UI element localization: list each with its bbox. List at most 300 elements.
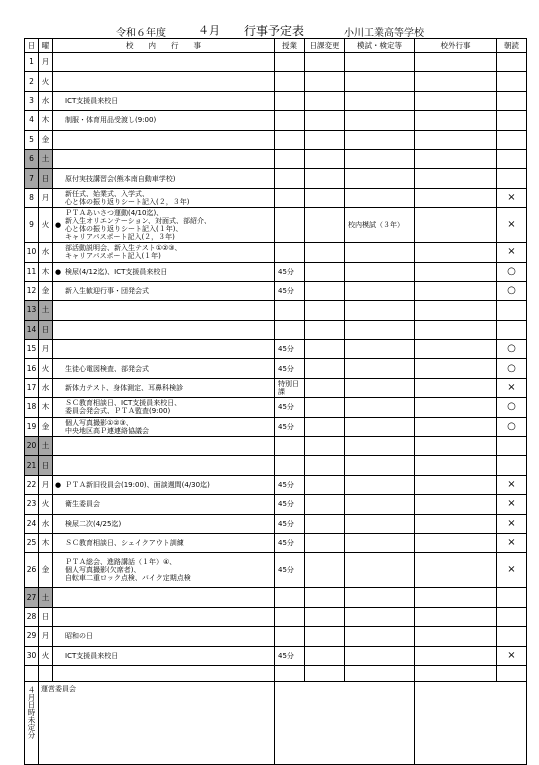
day-number: 4 bbox=[25, 111, 39, 130]
school-event bbox=[53, 169, 275, 188]
day-row bbox=[25, 378, 527, 397]
weekday: 火 bbox=[39, 208, 53, 243]
bullet-icon: ● bbox=[55, 221, 62, 230]
header-weekday: 曜 bbox=[39, 39, 53, 53]
header-school-events: 校 内 行 事 bbox=[53, 39, 275, 53]
day-number: 8 bbox=[25, 188, 39, 207]
day-row bbox=[25, 340, 527, 359]
day-row bbox=[25, 320, 527, 339]
header-classes: 授業 bbox=[275, 39, 305, 53]
schedule-change bbox=[305, 281, 345, 300]
day-row bbox=[25, 359, 527, 378]
exam-info bbox=[345, 130, 415, 149]
schedule-change bbox=[305, 646, 345, 665]
class-length bbox=[275, 627, 305, 646]
school-event bbox=[53, 646, 275, 665]
class-length: 45分 bbox=[275, 514, 305, 533]
schedule-change bbox=[305, 359, 345, 378]
schedule-change bbox=[305, 456, 345, 475]
day-row bbox=[25, 398, 527, 417]
weekday: 月 bbox=[39, 475, 53, 494]
outside-event bbox=[415, 417, 497, 436]
exam-info bbox=[345, 359, 415, 378]
weekday: 木 bbox=[39, 111, 53, 130]
outside-event bbox=[415, 588, 497, 607]
morning-reading-mark bbox=[497, 130, 527, 149]
class-length bbox=[275, 169, 305, 188]
exam-info bbox=[345, 417, 415, 436]
outside-event bbox=[415, 243, 497, 262]
event-text: 制服・体育用品受渡し(9:00) bbox=[65, 116, 157, 125]
class-length bbox=[275, 243, 305, 262]
class-length bbox=[275, 72, 305, 91]
morning-reading-mark: × bbox=[497, 533, 527, 552]
class-length bbox=[275, 53, 305, 72]
morning-reading-mark bbox=[497, 301, 527, 320]
schedule-change bbox=[305, 130, 345, 149]
schedule-change bbox=[305, 378, 345, 397]
morning-reading-mark: × bbox=[497, 475, 527, 494]
outside-event bbox=[415, 91, 497, 110]
day-row bbox=[25, 607, 527, 626]
blank-row bbox=[25, 665, 527, 681]
school-event bbox=[53, 53, 275, 72]
weekday: 水 bbox=[39, 378, 53, 397]
school-event bbox=[53, 130, 275, 149]
outside-event bbox=[415, 111, 497, 130]
day-row bbox=[25, 514, 527, 533]
morning-reading-mark: × bbox=[497, 188, 527, 207]
exam-info bbox=[345, 188, 415, 207]
day-number: 28 bbox=[25, 607, 39, 626]
morning-reading-mark bbox=[497, 72, 527, 91]
header-row bbox=[25, 39, 527, 53]
outside-event bbox=[415, 169, 497, 188]
outside-event bbox=[415, 495, 497, 514]
morning-reading-mark bbox=[497, 607, 527, 626]
event-text: ICT支援員来校日 bbox=[65, 96, 119, 105]
bullet-icon: ● bbox=[55, 267, 62, 276]
weekday: 日 bbox=[39, 169, 53, 188]
event-text: 新任式、始業式、入学式、 心と体の振り返りシート記入(２，３年) bbox=[65, 189, 190, 206]
morning-reading-mark: ○ bbox=[497, 262, 527, 281]
exam-info bbox=[345, 456, 415, 475]
class-length: 45分 bbox=[275, 359, 305, 378]
day-number: 25 bbox=[25, 533, 39, 552]
morning-reading-mark bbox=[497, 111, 527, 130]
school-event bbox=[53, 456, 275, 475]
school-event bbox=[53, 188, 275, 207]
undecided-label-cell bbox=[25, 681, 39, 764]
school-event bbox=[53, 627, 275, 646]
schedule-change bbox=[305, 111, 345, 130]
exam-info: 校内模試（３年） bbox=[345, 208, 415, 243]
day-row bbox=[25, 243, 527, 262]
weekday: 金 bbox=[39, 281, 53, 300]
day-number: 1 bbox=[25, 53, 39, 72]
school-event bbox=[53, 378, 275, 397]
outside-event bbox=[415, 281, 497, 300]
day-number: 14 bbox=[25, 320, 39, 339]
outside-event bbox=[415, 53, 497, 72]
weekday: 木 bbox=[39, 398, 53, 417]
weekday: 月 bbox=[39, 53, 53, 72]
day-number: 6 bbox=[25, 149, 39, 168]
day-row bbox=[25, 130, 527, 149]
header-schedule-change: 日課変更 bbox=[305, 39, 345, 53]
morning-reading-mark: × bbox=[497, 553, 527, 588]
outside-event bbox=[415, 340, 497, 359]
school-event bbox=[53, 359, 275, 378]
outside-event bbox=[415, 627, 497, 646]
undecided-label: ４月日時未定分 bbox=[27, 685, 36, 739]
school-event bbox=[53, 417, 275, 436]
schedule-change bbox=[305, 169, 345, 188]
morning-reading-mark bbox=[497, 91, 527, 110]
exam-info bbox=[345, 243, 415, 262]
day-number: 20 bbox=[25, 437, 39, 456]
school-event bbox=[53, 262, 275, 281]
exam-info bbox=[345, 72, 415, 91]
day-number: 3 bbox=[25, 91, 39, 110]
day-number: 23 bbox=[25, 495, 39, 514]
weekday: 日 bbox=[39, 607, 53, 626]
day-row bbox=[25, 417, 527, 436]
morning-reading-mark: × bbox=[497, 514, 527, 533]
morning-reading-mark: ○ bbox=[497, 359, 527, 378]
morning-reading-mark: × bbox=[497, 243, 527, 262]
school-event bbox=[53, 437, 275, 456]
class-length: 45分 bbox=[275, 533, 305, 552]
class-length bbox=[275, 607, 305, 626]
event-text: 原付実技講習会(熊本南自動車学校) bbox=[65, 174, 176, 183]
event-text: ＳＣ教育相談日、ICT支援員来校日、 委員会発会式、ＰＴＡ監査(9:00) bbox=[65, 399, 182, 416]
exam-info bbox=[345, 53, 415, 72]
schedule-change bbox=[305, 320, 345, 339]
event-text: ＳＣ教育相談日、シェイクアウト訓練 bbox=[65, 539, 184, 548]
undecided-empty-1 bbox=[275, 681, 415, 764]
class-length bbox=[275, 301, 305, 320]
class-length: 45分 bbox=[275, 340, 305, 359]
class-length: 45分 bbox=[275, 281, 305, 300]
weekday: 月 bbox=[39, 188, 53, 207]
schedule-change bbox=[305, 262, 345, 281]
outside-event bbox=[415, 359, 497, 378]
day-row bbox=[25, 475, 527, 494]
event-text: ＰＴＡあいさつ運動(4/10迄)、 新入生オリエンテーション、対面式、部紹介、 心と体の振り返りシート記入(１年)、 キャリアパスポート記入(２，３年) bbox=[65, 209, 212, 242]
morning-reading-mark: × bbox=[497, 378, 527, 397]
school-event bbox=[53, 72, 275, 91]
weekday: 土 bbox=[39, 437, 53, 456]
outside-event bbox=[415, 514, 497, 533]
exam-info bbox=[345, 607, 415, 626]
school-event bbox=[53, 208, 275, 243]
page-header bbox=[0, 20, 539, 38]
weekday: 水 bbox=[39, 91, 53, 110]
exam-info bbox=[345, 378, 415, 397]
schedule-title: 行事予定表 bbox=[244, 24, 305, 38]
day-number: 21 bbox=[25, 456, 39, 475]
class-length: 特別日課 bbox=[275, 378, 305, 397]
class-length: 45分 bbox=[275, 553, 305, 588]
school-event bbox=[53, 398, 275, 417]
exam-info bbox=[345, 398, 415, 417]
day-number: 27 bbox=[25, 588, 39, 607]
day-row bbox=[25, 456, 527, 475]
schedule-change bbox=[305, 514, 345, 533]
class-length: 45分 bbox=[275, 398, 305, 417]
class-length bbox=[275, 437, 305, 456]
day-number: 9 bbox=[25, 208, 39, 243]
outside-event bbox=[415, 320, 497, 339]
school-event bbox=[53, 91, 275, 110]
class-length: 45分 bbox=[275, 646, 305, 665]
day-number: 10 bbox=[25, 243, 39, 262]
weekday: 金 bbox=[39, 417, 53, 436]
exam-info bbox=[345, 475, 415, 494]
exam-info bbox=[345, 514, 415, 533]
exam-info bbox=[345, 149, 415, 168]
day-number: 12 bbox=[25, 281, 39, 300]
schedule-change bbox=[305, 398, 345, 417]
day-number: 7 bbox=[25, 169, 39, 188]
outside-event bbox=[415, 607, 497, 626]
day-number: 5 bbox=[25, 130, 39, 149]
day-row bbox=[25, 588, 527, 607]
event-text: 新入生歓迎行事・団発会式 bbox=[65, 287, 149, 296]
school-event bbox=[53, 281, 275, 300]
schedule-change bbox=[305, 188, 345, 207]
morning-reading-mark bbox=[497, 627, 527, 646]
undecided-row bbox=[25, 681, 527, 764]
exam-info bbox=[345, 169, 415, 188]
outside-event bbox=[415, 301, 497, 320]
exam-info bbox=[345, 320, 415, 339]
header-exams: 模試・検定等 bbox=[345, 39, 415, 53]
day-number: 17 bbox=[25, 378, 39, 397]
schedule-change bbox=[305, 588, 345, 607]
schedule-change bbox=[305, 607, 345, 626]
exam-info bbox=[345, 301, 415, 320]
fiscal-year: 令和６年度 bbox=[116, 28, 166, 39]
weekday: 水 bbox=[39, 243, 53, 262]
morning-reading-mark bbox=[497, 53, 527, 72]
day-row bbox=[25, 91, 527, 110]
day-row bbox=[25, 533, 527, 552]
weekday: 木 bbox=[39, 262, 53, 281]
schedule-change bbox=[305, 208, 345, 243]
schedule-table bbox=[24, 38, 527, 765]
weekday: 金 bbox=[39, 130, 53, 149]
morning-reading-mark bbox=[497, 588, 527, 607]
weekday: 月 bbox=[39, 340, 53, 359]
weekday: 土 bbox=[39, 149, 53, 168]
morning-reading-mark: ○ bbox=[497, 417, 527, 436]
morning-reading-mark: ○ bbox=[497, 398, 527, 417]
event-text: ＰＴＡ新旧役員会(19:00)、面談週間(4/30迄) bbox=[65, 481, 210, 489]
day-row bbox=[25, 169, 527, 188]
event-text: 生徒心電図検査、部発会式 bbox=[65, 364, 149, 373]
day-number: 11 bbox=[25, 262, 39, 281]
morning-reading-mark bbox=[497, 320, 527, 339]
event-text: ICT支援員来校日 bbox=[65, 651, 119, 660]
class-length bbox=[275, 188, 305, 207]
day-row bbox=[25, 646, 527, 665]
day-number: 24 bbox=[25, 514, 39, 533]
school-event bbox=[53, 495, 275, 514]
schedule-change bbox=[305, 627, 345, 646]
exam-info bbox=[345, 553, 415, 588]
weekday: 土 bbox=[39, 301, 53, 320]
event-text: 部活動説明会、新入生テスト①②③、 キャリアパスポート記入(１年) bbox=[65, 244, 182, 261]
schedule-change bbox=[305, 301, 345, 320]
day-number: 30 bbox=[25, 646, 39, 665]
exam-info bbox=[345, 533, 415, 552]
class-length bbox=[275, 91, 305, 110]
class-length: 45分 bbox=[275, 495, 305, 514]
class-length: 45分 bbox=[275, 262, 305, 281]
outside-event bbox=[415, 437, 497, 456]
header-day: 日 bbox=[25, 39, 39, 53]
class-length bbox=[275, 456, 305, 475]
day-number: 13 bbox=[25, 301, 39, 320]
morning-reading-mark: × bbox=[497, 495, 527, 514]
day-number: 2 bbox=[25, 72, 39, 91]
schedule-change bbox=[305, 243, 345, 262]
day-row bbox=[25, 281, 527, 300]
schedule-change bbox=[305, 91, 345, 110]
schedule-change bbox=[305, 553, 345, 588]
schedule-change bbox=[305, 437, 345, 456]
bullet-icon: ● bbox=[55, 481, 62, 489]
day-row bbox=[25, 72, 527, 91]
class-length: 45分 bbox=[275, 475, 305, 494]
morning-reading-mark: × bbox=[497, 208, 527, 243]
school-event bbox=[53, 533, 275, 552]
schedule-change bbox=[305, 340, 345, 359]
school-event bbox=[53, 553, 275, 588]
school-event bbox=[53, 588, 275, 607]
month-label: ４月 bbox=[178, 22, 240, 39]
school-event bbox=[53, 475, 275, 494]
morning-reading-mark bbox=[497, 456, 527, 475]
exam-info bbox=[345, 495, 415, 514]
class-length bbox=[275, 588, 305, 607]
day-row bbox=[25, 553, 527, 588]
day-number: 22 bbox=[25, 475, 39, 494]
day-row bbox=[25, 188, 527, 207]
day-number: 16 bbox=[25, 359, 39, 378]
weekday: 火 bbox=[39, 359, 53, 378]
outside-event bbox=[415, 646, 497, 665]
class-length bbox=[275, 320, 305, 339]
school-event bbox=[53, 340, 275, 359]
exam-info bbox=[345, 437, 415, 456]
school-event bbox=[53, 149, 275, 168]
schedule-change bbox=[305, 72, 345, 91]
exam-info bbox=[345, 91, 415, 110]
school-event bbox=[53, 111, 275, 130]
school-event bbox=[53, 243, 275, 262]
morning-reading-mark bbox=[497, 149, 527, 168]
day-number: 18 bbox=[25, 398, 39, 417]
weekday: 水 bbox=[39, 514, 53, 533]
exam-info bbox=[345, 111, 415, 130]
schedule-change bbox=[305, 475, 345, 494]
undecided-empty-2 bbox=[415, 681, 527, 764]
event-text: 衛生委員会 bbox=[65, 500, 100, 509]
day-number: 15 bbox=[25, 340, 39, 359]
class-length bbox=[275, 149, 305, 168]
exam-info bbox=[345, 340, 415, 359]
event-text: 検尿(4/12迄)、ICT支援員来校日 bbox=[65, 267, 168, 276]
outside-event bbox=[415, 149, 497, 168]
school-event bbox=[53, 301, 275, 320]
schedule-change bbox=[305, 417, 345, 436]
outside-event bbox=[415, 130, 497, 149]
class-length: 45分 bbox=[275, 417, 305, 436]
outside-event bbox=[415, 475, 497, 494]
exam-info bbox=[345, 588, 415, 607]
class-length bbox=[275, 208, 305, 243]
schedule-change bbox=[305, 53, 345, 72]
morning-reading-mark bbox=[497, 169, 527, 188]
header-outside-events: 校外行事 bbox=[415, 39, 497, 53]
outside-event bbox=[415, 72, 497, 91]
school-name: 小川工業高等学校 bbox=[344, 28, 424, 39]
schedule-change bbox=[305, 533, 345, 552]
day-row bbox=[25, 495, 527, 514]
school-event bbox=[53, 514, 275, 533]
outside-event bbox=[415, 553, 497, 588]
header-morning-reading: 朝読 bbox=[497, 39, 527, 53]
event-text: 昭和の日 bbox=[65, 632, 93, 641]
weekday: 火 bbox=[39, 646, 53, 665]
day-row bbox=[25, 262, 527, 281]
day-row bbox=[25, 149, 527, 168]
event-text: ＰＴＡ総会、進路講話（１年）④、 個人写真撮影(欠席者)、 自転車二重ロック点検、バイク定期点検 bbox=[65, 558, 191, 583]
day-row bbox=[25, 53, 527, 72]
undecided-event: 運営委員会 bbox=[39, 681, 275, 764]
morning-reading-mark: × bbox=[497, 646, 527, 665]
event-text: 新体力テスト、身体測定、耳鼻科検診 bbox=[65, 384, 184, 393]
outside-event bbox=[415, 208, 497, 243]
exam-info bbox=[345, 646, 415, 665]
day-row bbox=[25, 627, 527, 646]
event-text: 検尿二次(4/25迄) bbox=[65, 519, 122, 528]
outside-event bbox=[415, 533, 497, 552]
outside-event bbox=[415, 188, 497, 207]
morning-reading-mark bbox=[497, 437, 527, 456]
outside-event bbox=[415, 378, 497, 397]
weekday: 日 bbox=[39, 320, 53, 339]
day-row bbox=[25, 301, 527, 320]
weekday: 木 bbox=[39, 533, 53, 552]
morning-reading-mark: ○ bbox=[497, 340, 527, 359]
day-row bbox=[25, 437, 527, 456]
weekday: 金 bbox=[39, 553, 53, 588]
class-length bbox=[275, 111, 305, 130]
weekday: 月 bbox=[39, 627, 53, 646]
outside-event bbox=[415, 262, 497, 281]
day-number: 19 bbox=[25, 417, 39, 436]
outside-event bbox=[415, 398, 497, 417]
schedule-change bbox=[305, 149, 345, 168]
class-length bbox=[275, 130, 305, 149]
exam-info bbox=[345, 262, 415, 281]
weekday: 火 bbox=[39, 72, 53, 91]
school-event bbox=[53, 607, 275, 626]
